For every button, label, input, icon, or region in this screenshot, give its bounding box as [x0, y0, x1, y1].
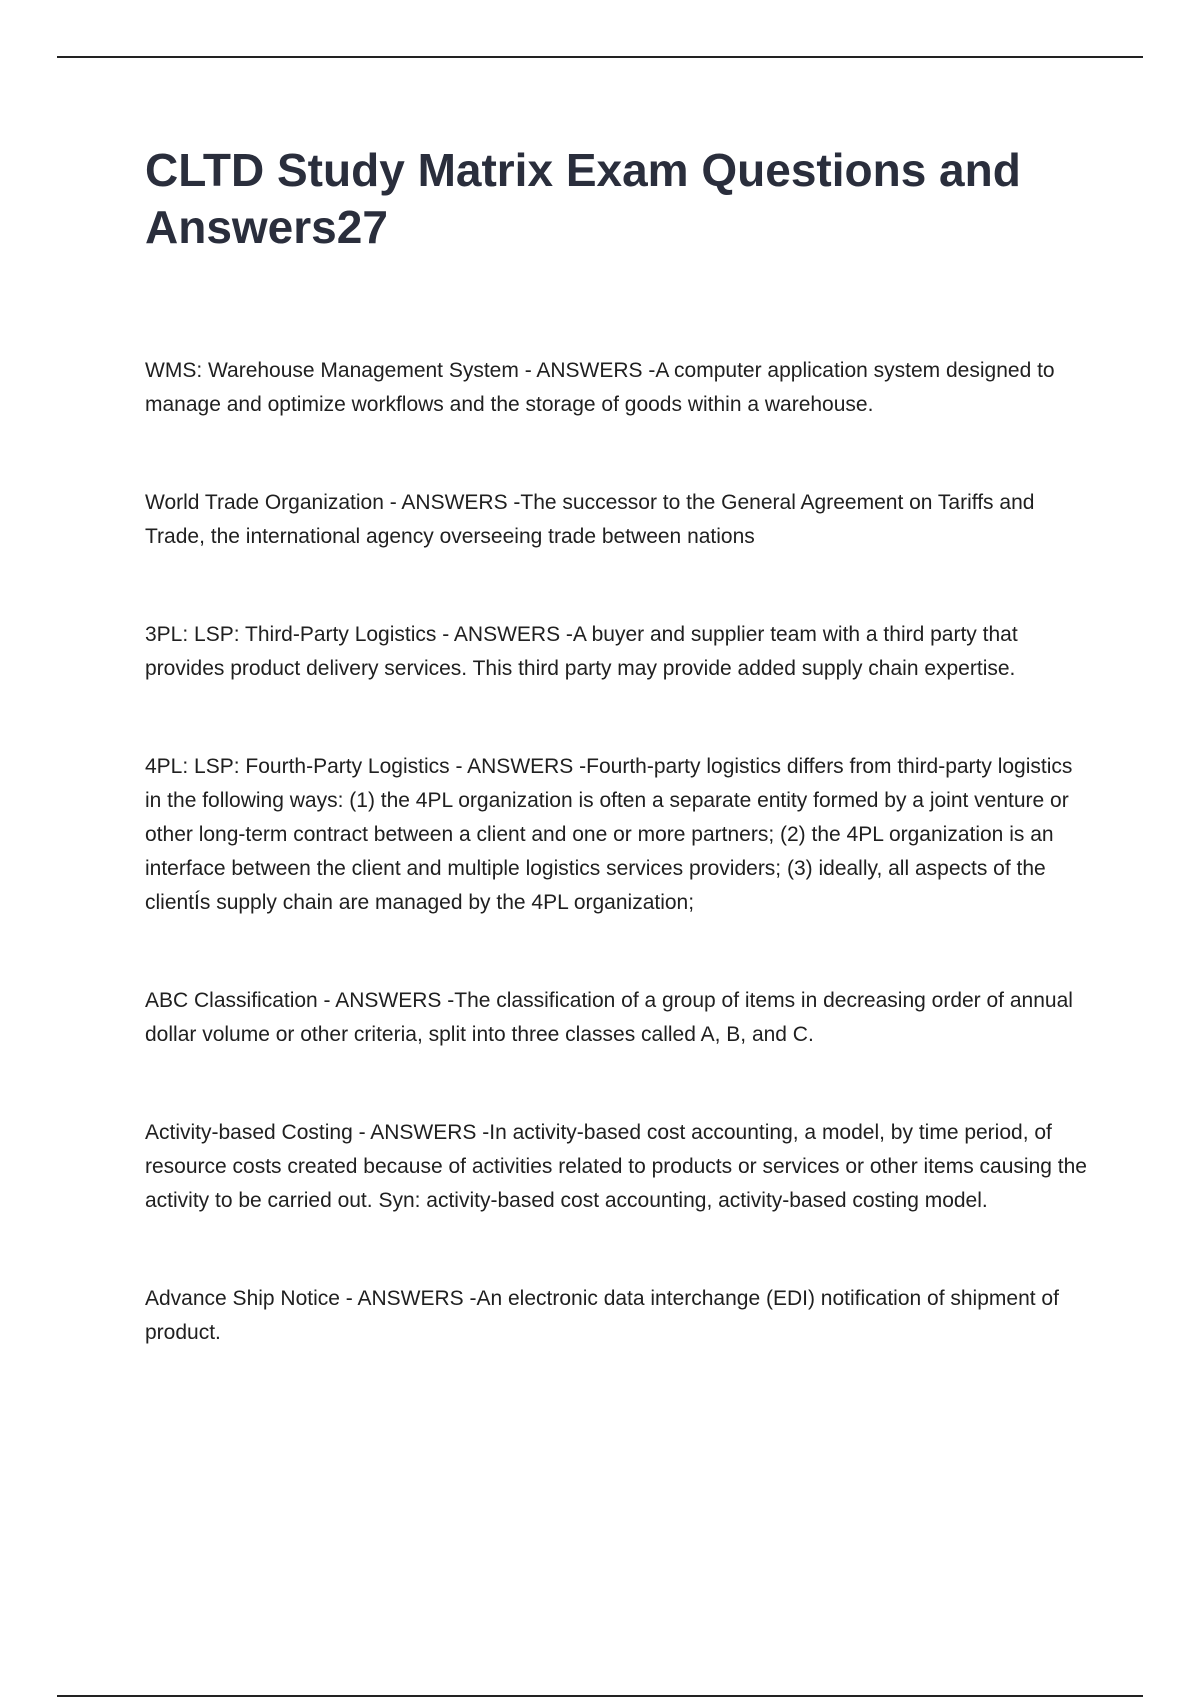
bottom-divider: [57, 1695, 1143, 1697]
qa-entry-advance-ship-notice: Advance Ship Notice - ANSWERS -An electronic data interchange (EDI) notification of shipment of product.: [145, 1287, 1059, 1344]
top-divider: [57, 56, 1143, 58]
qa-entry-wto: World Trade Organization - ANSWERS -The successor to the General Agreement on Tariffs and Trade, the international agency overseeing trade between nations: [145, 491, 1035, 548]
qa-entry-3pl: 3PL: LSP: Third-Party Logistics - ANSWERS -A buyer and supplier team with a third party that provides product delivery services. This third party may provide added supply chain expertise.: [145, 623, 1018, 680]
qa-entries: [145, 354, 1090, 1350]
qa-entry-4pl: 4PL: LSP: Fourth-Party Logistics - ANSWERS -Fourth-party logistics differs from third-party logistics in the following ways: (1) the 4PL organization is often a separate entity formed by a joint venture or other long-term contract between a client and one or more partners; (2) the 4PL organization is an interface between the client and multiple logistics services providers; (3) ideally, all aspects of the clientÍs supply chain are managed by the 4PL organization;: [145, 755, 1073, 914]
document-title: CLTD Study Matrix Exam Questions and Answers27: [145, 144, 1021, 253]
qa-entry-activity-based-costing: Activity-based Costing - ANSWERS -In activity-based cost accounting, a model, by time period, of resource costs created because of activities related to products or services or other items causing the activity to be carried out. Syn: activity-based cost accounting, activity-based costing model.: [145, 1121, 1087, 1212]
qa-entry-abc-classification: ABC Classification - ANSWERS -The classification of a group of items in decreasing order of annual dollar volume or other criteria, split into three classes called A, B, and C.: [145, 989, 1073, 1046]
qa-entry-wms: WMS: Warehouse Management System - ANSWERS -A computer application system designed to manage and optimize workflows and the storage of goods within a warehouse.: [145, 359, 1055, 416]
